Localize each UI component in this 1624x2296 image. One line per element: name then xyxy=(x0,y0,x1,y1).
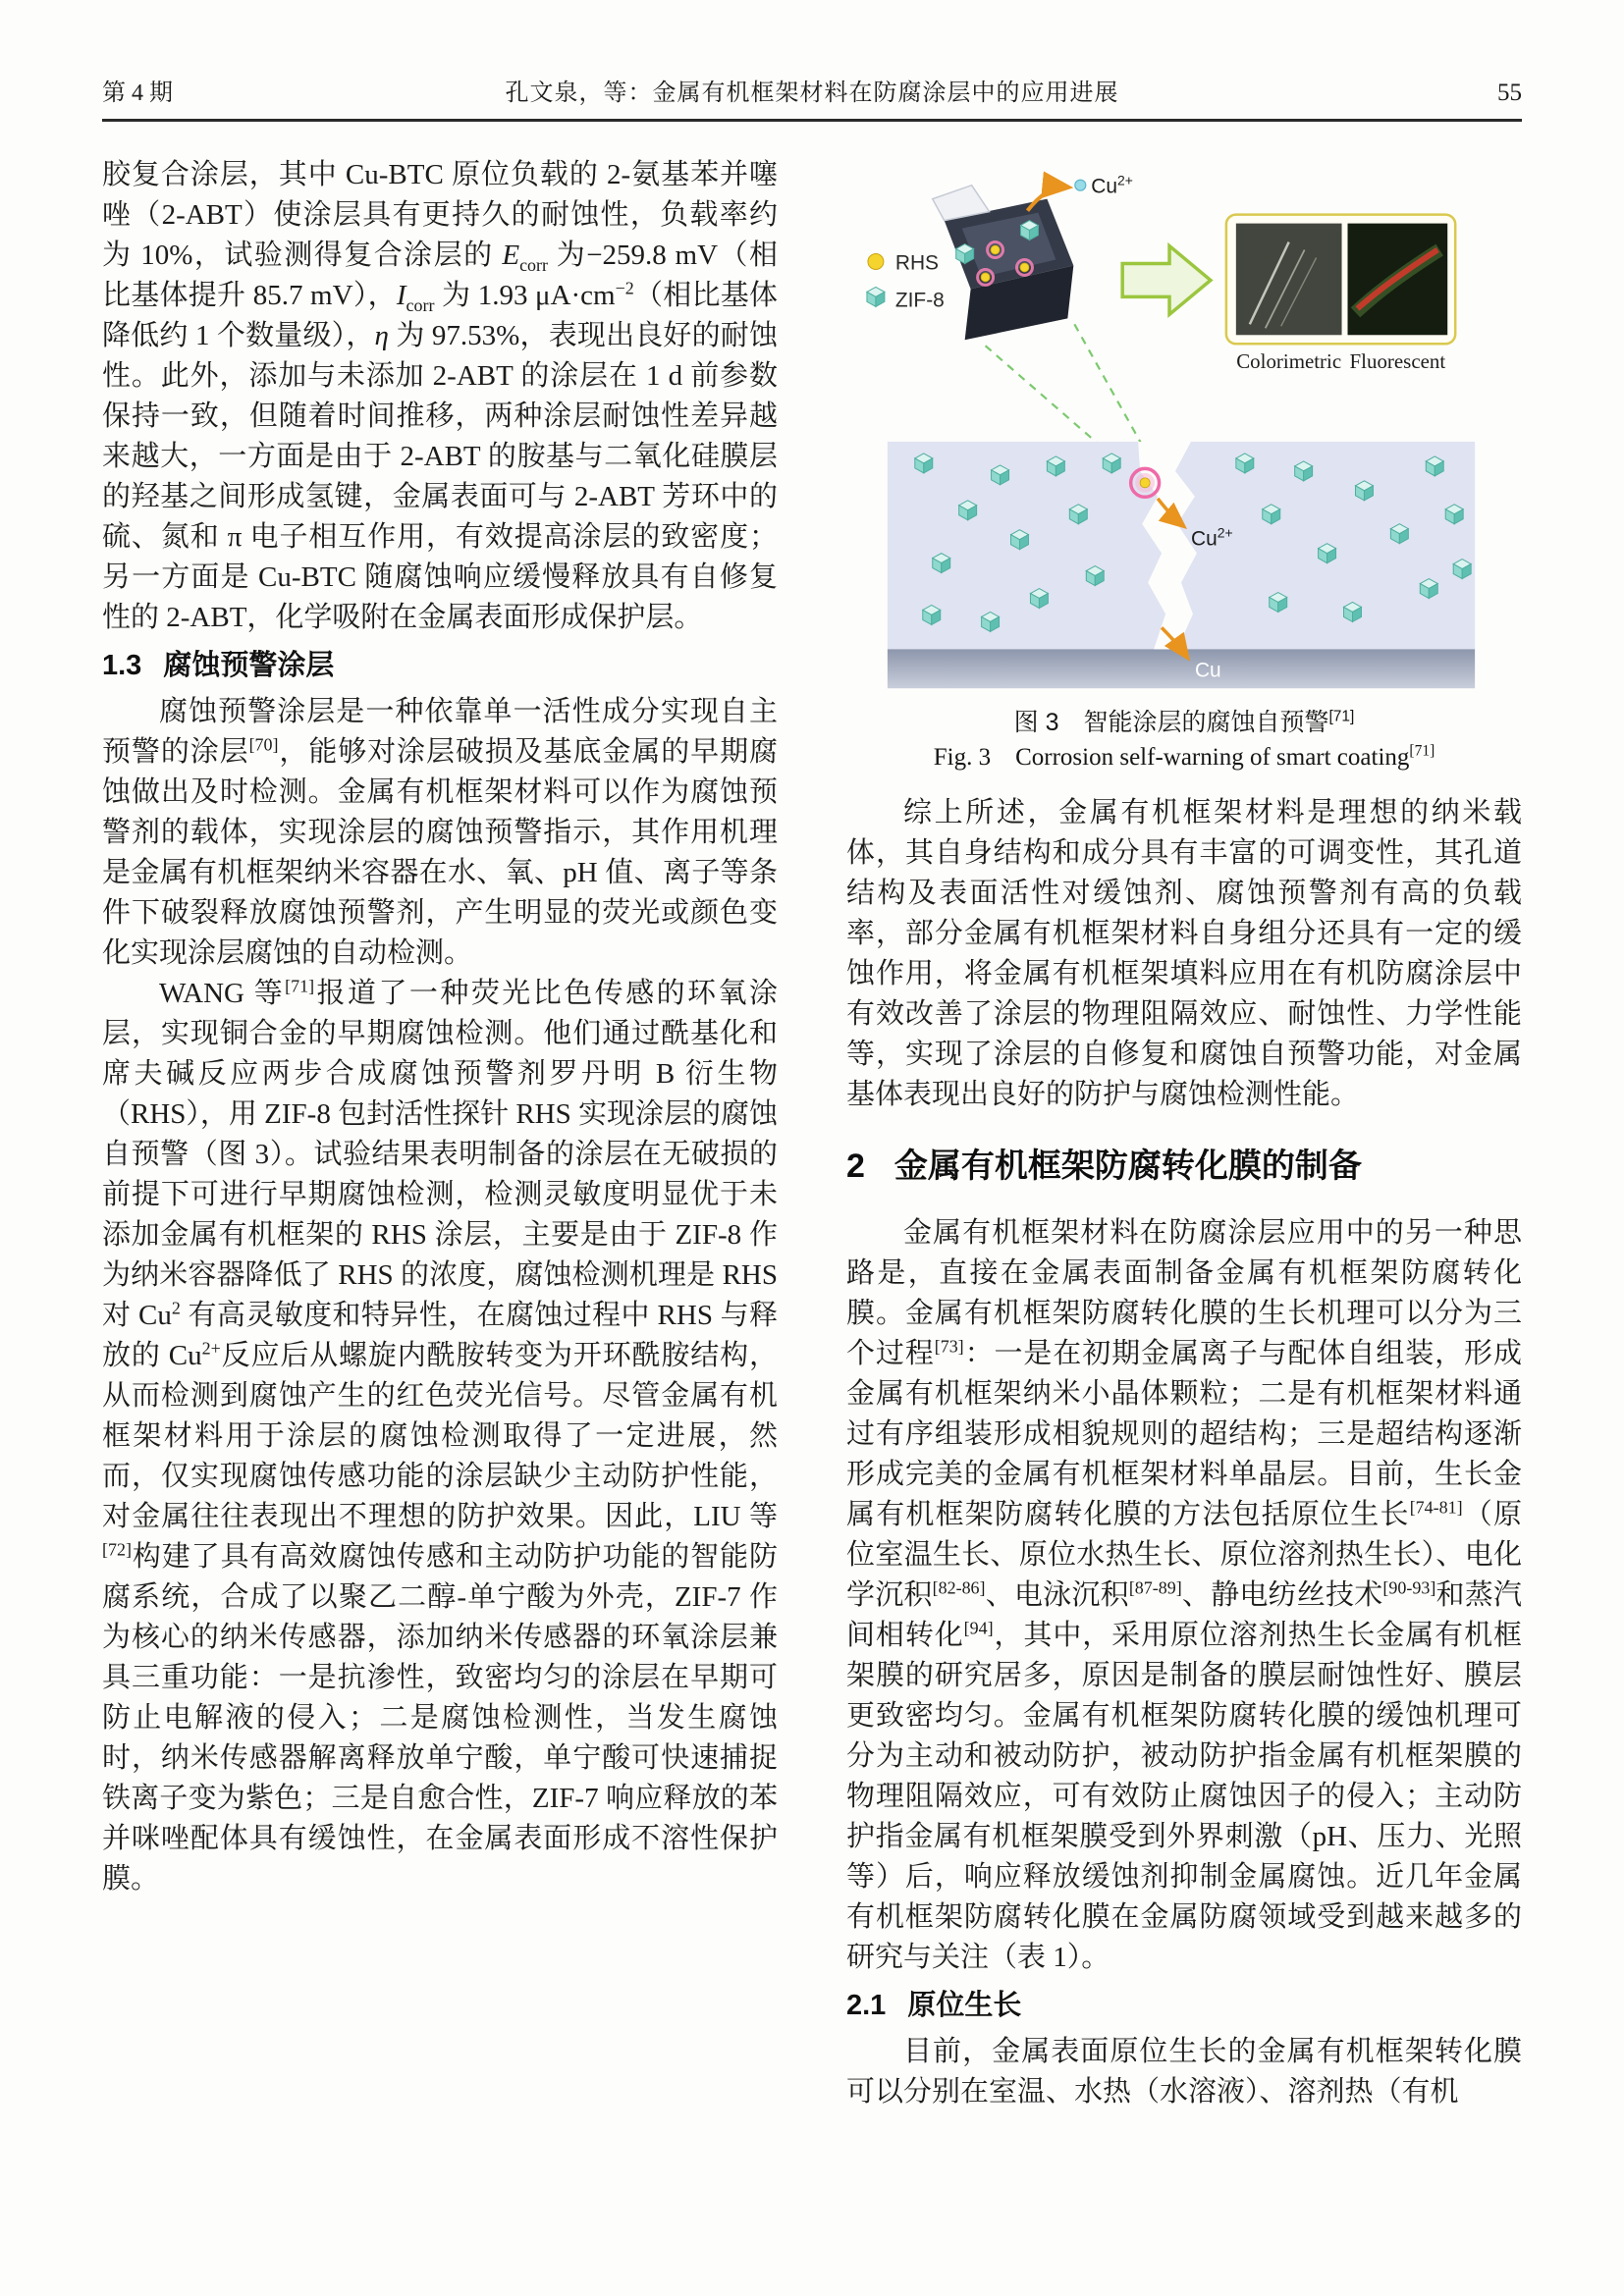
figure-3 xyxy=(846,159,1522,775)
section-number: 2 xyxy=(846,1148,865,1185)
section-number: 1.3 xyxy=(102,650,142,681)
right-column xyxy=(846,155,1522,2112)
legend-zif8-label: ZIF-8 xyxy=(894,289,945,312)
paragraph-wang-liu: WANG 等[71]报道了一种荧光比色传感的环氧涂层，实现铜合金的早期腐蚀检测。他们通过酰基化和席夫碱反应两步合成腐蚀预警剂罗丹明 B 衍生物（RHS），用 ZIF-8 包封活性探针 RHS 实现涂层的腐蚀自预警（图 3）。试验结果表明制备的涂层在无破损的前提下可进行早期腐蚀检测，检测灵敏度明显优于未添加金属有机框架的 RHS 涂层，主要是由于 ZIF-8 作为纳米容器降低了 RHS 的浓度，腐蚀检测机理是 RHS 对 Cu$^2$ 有高灵敏度和特异性，在腐蚀过程中 RHS 与释放的 $Cu^{2+}$反应后从螺旋内酰胺转变为开环酰胺结构，从而检测到腐蚀产生的红色荧光信号。尽管金属有机框架材料用于涂层的腐蚀检测取得了一定进展，然而，仅实现腐蚀传感功能的涂层缺少主动防护性能，对金属往往表现出不理想的防护效果。因此，LIU 等[72]构建了具有高效腐蚀传感和主动防护功能的智能防腐系统，合成了以聚乙二醇-单宁酸为外壳，ZIF-7 作为核心的纳米传感器，添加纳米传感器的环氧涂层兼具三重功能：一是抗渗性，致密均匀的涂层在早期可防止电解液的侵入；二是腐蚀检测性，当发生腐蚀时，纳米传感器解离释放单宁酸，单宁酸可快速捕捉铁离子变为紫色；三是自愈合性，ZIF-7 响应释放的苯并咪唑配体具有缓蚀性，在金属表面形成不溶性保护膜。 xyxy=(102,976,778,1895)
cu2-label-crack: $Cu^{2+}$ xyxy=(1190,524,1233,551)
paragraph-continuation: 胶复合涂层，其中 Cu-BTC 原位负载的 2-氨基苯并噻唑（2-ABT）使涂层具有更持久的耐蚀性，负载率约为 10%，试验测得复合涂层的 $E_{corr}$ 为−259.8 mV（相比基体提升 85.7 mV），$I_{corr}$ 为 1.93 $\mu A\cdot cm^{-2}$（相比基体降低约 1 个数量级），η 为 97.53%，表现出良好的耐蚀性。此外，添加与未添加 2-ABT 的涂层在 1 d 前参数保持一致，但随着时间推移，两种涂层耐蚀性差异越来越大，一方面是由于 2-ABT 的胺基与二氧化硅膜层的羟基之间形成氢键，金属表面可与 2-ABT 芳环中的硫、氮和 π 电子相互作用，有效提高涂层的致密度；另一方面是 Cu-BTC 随腐蚀响应缓慢释放具有自修复性的 2-ABT，化学吸附在金属表面形成保护层。 xyxy=(102,159,778,633)
legend-rhs-label: RHS xyxy=(894,251,940,275)
running-title: 孔文泉，等：金属有机框架材料在防腐涂层中的应用进展 xyxy=(505,80,1119,106)
process-arrow-icon xyxy=(1122,246,1211,315)
fluorescent-photo xyxy=(1348,224,1448,336)
cu-substrate-label: Cu xyxy=(1194,659,1221,682)
cu2-label-top: $Cu^{2+}$ xyxy=(1091,172,1133,198)
figure-legend xyxy=(867,251,945,311)
section-title: 金属有机框架防腐转化膜的制备 xyxy=(893,1148,1362,1185)
two-column-body xyxy=(102,155,1522,2112)
figure-caption-zh: 图 3 智能涂层的腐蚀自预警[71] xyxy=(1013,708,1355,736)
cu-substrate-bar xyxy=(888,649,1475,688)
page-number: 55 xyxy=(1497,80,1522,106)
cu-ion-dot-icon xyxy=(1075,180,1086,190)
paragraph-conversion-film: 金属有机框架材料在防腐涂层应用中的另一种思路是，直接在金属表面制备金属有机框架防腐转化膜。金属有机框架防腐转化膜的生长机理可以分为三个过程[73]：一是在初期金属离子与配体自组装，形成金属有机框架纳米小晶体颗粒；二是有机框架材料通过有序组装形成相貌规则的超结构；三是超结构逐渐形成完美的金属有机框架材料单晶层。目前，生长金属有机框架防腐转化膜的方法包括原位生长[74-81]（原位室温生长、原位水热生长、原位溶剂热生长）、电化学沉积[82-86]、电泳沉积[87-89]、静电纺丝技术[90-93]和蒸汽间相转化[94]，其中，采用原位溶剂热生长金属有机框架膜的研究居多，原因是制备的膜层耐蚀性好、膜层更致密均匀。金属有机框架防腐转化膜的缓蚀机理可分为主动和被动防护，被动防护指金属有机框架膜的物理阻隔效应，可有效防止腐蚀因子的侵入；主动防护指金属有机框架膜受到外界刺激（pH、压力、光照等）后，响应释放缓蚀剂抑制金属腐蚀。近几年金属有机框架防腐转化膜在金属防腐领域受到越来越多的研究与关注（表 1）。 xyxy=(846,1217,1522,1973)
cube-on-box-icon xyxy=(1020,221,1038,240)
left-column xyxy=(102,155,778,2112)
figure-3-illustration xyxy=(846,159,1522,697)
colorimetric-photo xyxy=(1236,224,1342,336)
photo-panel xyxy=(1226,215,1455,374)
paragraph-summary: 综上所述，金属有机框架材料是理想的纳米载体，其自身结构和成分具有丰富的可调变性，其孔道结构及表面活性对缓蚀剂、腐蚀预警剂有高的负载率，部分金属有机框架材料自身组分还具有一定的缓蚀作用，将金属有机框架填料应用在有机防腐涂层中有效改善了涂层的物理阻隔效应、耐蚀性、力学性能等，实现了涂层的自修复和腐蚀自预警功能，对金属基体表现出良好的防护与腐蚀检测性能。 xyxy=(846,797,1522,1110)
coating-cross-section xyxy=(888,442,1475,688)
page-header xyxy=(102,73,1522,122)
section-title: 腐蚀预警涂层 xyxy=(163,650,335,681)
section-title: 原位生长 xyxy=(907,1990,1022,2021)
section-2-1-heading xyxy=(846,1986,1522,2026)
section-1-3-heading xyxy=(102,646,778,686)
zif8-cube-icon xyxy=(867,287,885,306)
journal-issue: 第 4 期 xyxy=(102,80,173,106)
cube-on-box-icon xyxy=(956,244,974,264)
paragraph-warning-coating: 腐蚀预警涂层是一种依靠单一活性成分实现自主预警的涂层[70]，能够对涂层破损及基底金属的早期腐蚀做出及时检测。金属有机框架材料可以作为腐蚀预警剂的载体，实现涂层的腐蚀预警指示，其作用机理是金属有机框架纳米容器在水、氧、pH 值、离子等条件下破裂释放腐蚀预警剂，产生明显的荧光或颜色变化实现涂层腐蚀的自动检测。 xyxy=(102,696,778,969)
section-2-heading xyxy=(846,1145,1522,1188)
mof-nanocontainer-box xyxy=(933,186,1074,341)
paragraph-in-situ-growth: 目前，金属表面原位生长的金属有机框架转化膜可以分别在室温、水热（水溶液）、溶剂热（有机 xyxy=(846,2036,1522,2108)
figure-caption-en: Fig. 3 Corrosion self-warning of smart coating[71] xyxy=(933,742,1435,771)
colorimetric-label: Colorimetric xyxy=(1236,349,1342,374)
rhs-dot-icon xyxy=(868,254,884,270)
section-number: 2.1 xyxy=(846,1990,887,2021)
fluorescent-label: Fluorescent xyxy=(1349,349,1446,374)
